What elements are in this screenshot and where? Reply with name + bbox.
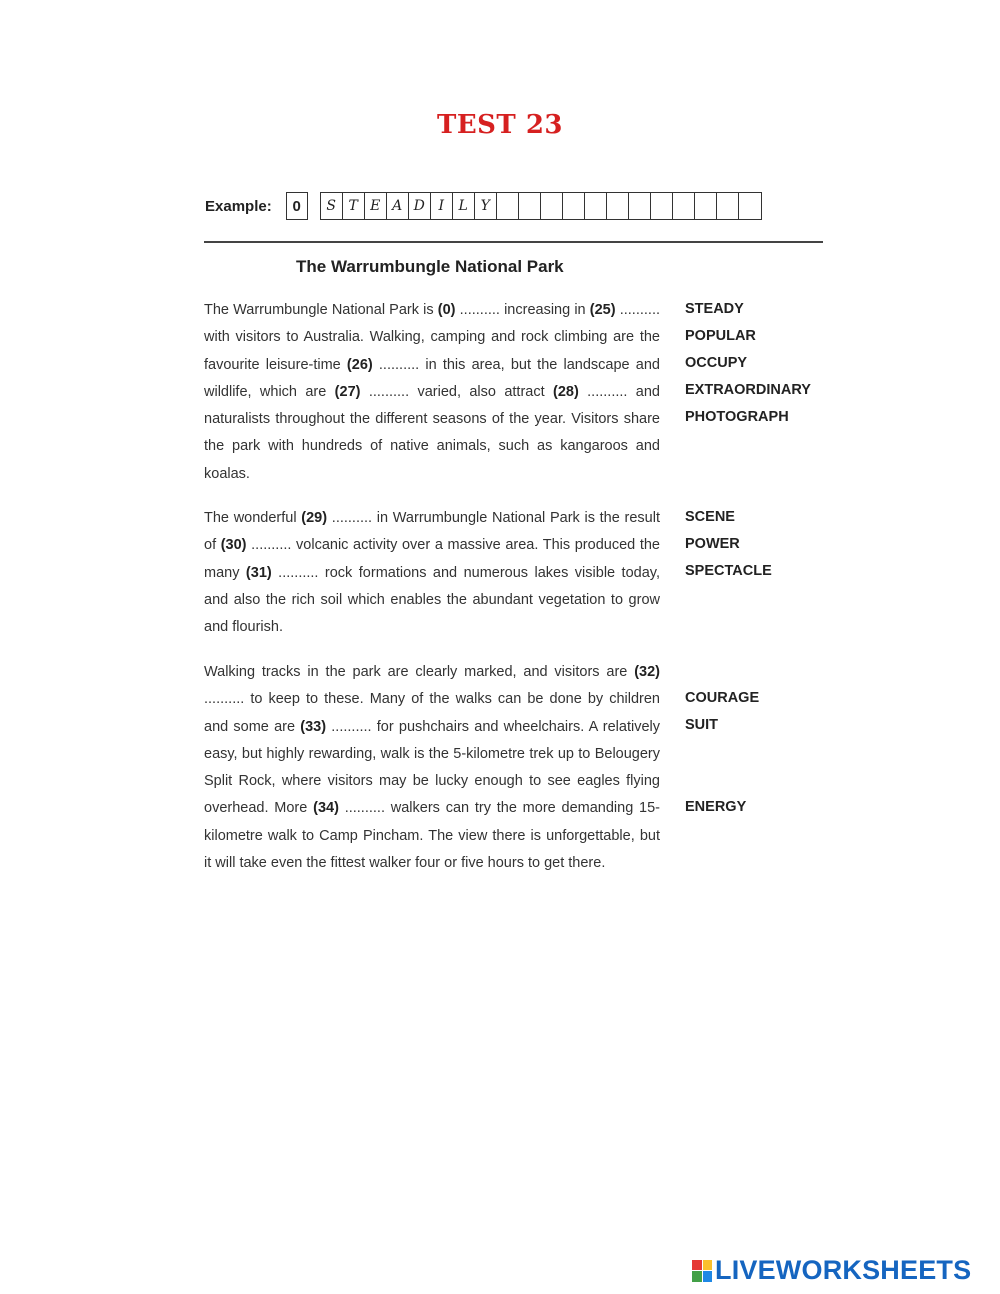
gap-number: (30) bbox=[220, 537, 247, 554]
answer-cell: L bbox=[453, 193, 475, 219]
answer-cell: T bbox=[343, 193, 365, 219]
answer-cell bbox=[629, 193, 651, 219]
logo-square bbox=[703, 1260, 713, 1271]
logo-text: LIVEWORKSHEETS bbox=[715, 1255, 972, 1285]
answer-cell: I bbox=[431, 193, 453, 219]
gap-number: (29) bbox=[301, 510, 328, 526]
answer-cell bbox=[739, 193, 761, 219]
passage-text: .......... for pushchairs and wheelchairs. A relatively easy, but highly rewarding, walk is the 5-kilometre trek up to Belougery Split Rock, where visitors may be lucky enough to see eagles flying overhead. More bbox=[204, 718, 660, 817]
answer-cell: A bbox=[387, 193, 409, 219]
answer-cell bbox=[585, 193, 607, 219]
cue-word-photograph: PHOTOGRAPH bbox=[685, 409, 789, 425]
answer-cell bbox=[717, 193, 739, 219]
answer-cell: Y bbox=[475, 193, 497, 219]
answer-cell bbox=[563, 193, 585, 219]
passage-title: The Warrumbungle National Park bbox=[296, 257, 564, 276]
cue-word-courage: COURAGE bbox=[685, 690, 760, 706]
passage-text: .......... in Warrumbungle National Park is the result of bbox=[204, 510, 660, 554]
answer-cell bbox=[497, 193, 519, 219]
answer-cell bbox=[607, 193, 629, 219]
logo-square bbox=[703, 1271, 713, 1282]
example-answer-cells bbox=[320, 192, 762, 220]
answer-cell: E bbox=[365, 193, 387, 219]
divider-line bbox=[204, 241, 823, 243]
paragraph-2 bbox=[204, 505, 660, 641]
passage-text: .......... and naturalists throughout the different seasons of the year. Visitors share the park with hundreds of native animals, such as kangaroos and koalas. bbox=[204, 383, 660, 482]
gap-number: (26) bbox=[346, 356, 373, 373]
passage-text: .......... with visitors to Australia. Walking, camping and rock climbing are the favourite leisure-time bbox=[204, 302, 660, 373]
passage-text: .......... increasing in bbox=[455, 302, 590, 318]
gap-number: (31) bbox=[245, 564, 272, 581]
logo-icon bbox=[692, 1260, 712, 1282]
paragraph-3 bbox=[204, 659, 660, 877]
gap-number: (28) bbox=[552, 383, 579, 400]
cue-word-energy: ENERGY bbox=[685, 799, 747, 815]
answer-cell bbox=[541, 193, 563, 219]
answer-cell: D bbox=[409, 193, 431, 219]
passage-text: Walking tracks in the park are clearly marked, and visitors are bbox=[204, 664, 635, 680]
passage-text: The wonderful bbox=[204, 510, 302, 526]
passage-text: .......... walkers can try the more demanding 15-kilometre walk to Camp Pincham. The view there is unforgettable, but it will take even the fittest walker four or five hours to get there. bbox=[204, 800, 660, 872]
cue-word-suit: SUIT bbox=[685, 717, 719, 733]
gap-number: (25) bbox=[589, 302, 616, 318]
test-title: TEST 23 bbox=[436, 110, 564, 140]
liveworksheets-logo bbox=[692, 1255, 971, 1286]
cue-word-steady: STEADY bbox=[685, 301, 744, 317]
passage-text: .......... rock formations and numerous lakes visible today, and also the rich soil which enables the abundant vegetation to grow and flourish. bbox=[204, 564, 660, 636]
answer-cell bbox=[673, 193, 695, 219]
gap-number: (0) bbox=[437, 302, 456, 318]
cue-word-extraordinary: EXTRAORDINARY bbox=[685, 382, 811, 398]
logo-square bbox=[692, 1271, 702, 1282]
answer-cell bbox=[695, 193, 717, 219]
gap-number: (33) bbox=[300, 718, 327, 735]
example-number-box: 0 bbox=[286, 192, 308, 220]
answer-cell bbox=[519, 193, 541, 219]
passage-text: .......... volcanic activity over a massive area. This produced the many bbox=[204, 537, 660, 581]
paragraph-1 bbox=[204, 297, 660, 488]
cue-word-power: POWER bbox=[685, 536, 740, 552]
gap-number: (34) bbox=[313, 800, 339, 817]
answer-cell bbox=[651, 193, 673, 219]
gap-number: (32) bbox=[634, 664, 660, 680]
gap-number: (27) bbox=[334, 383, 361, 400]
passage-text: .......... in this area, but the landscape and wildlife, which are bbox=[204, 356, 660, 400]
cue-word-scene: SCENE bbox=[685, 509, 735, 525]
cue-word-spectacle: SPECTACLE bbox=[685, 563, 772, 579]
cue-word-occupy: OCCUPY bbox=[685, 355, 748, 371]
answer-cell: S bbox=[321, 193, 343, 219]
example-row bbox=[205, 191, 762, 221]
example-label: Example: bbox=[205, 197, 272, 215]
passage-text: .......... to keep to these. Many of the walks can be done by children and some are bbox=[204, 691, 660, 735]
logo-square bbox=[692, 1260, 702, 1271]
passage-text: .......... varied, also attract bbox=[360, 383, 553, 400]
cue-word-popular: POPULAR bbox=[685, 328, 756, 344]
passage-text: The Warrumbungle National Park is bbox=[204, 302, 438, 318]
